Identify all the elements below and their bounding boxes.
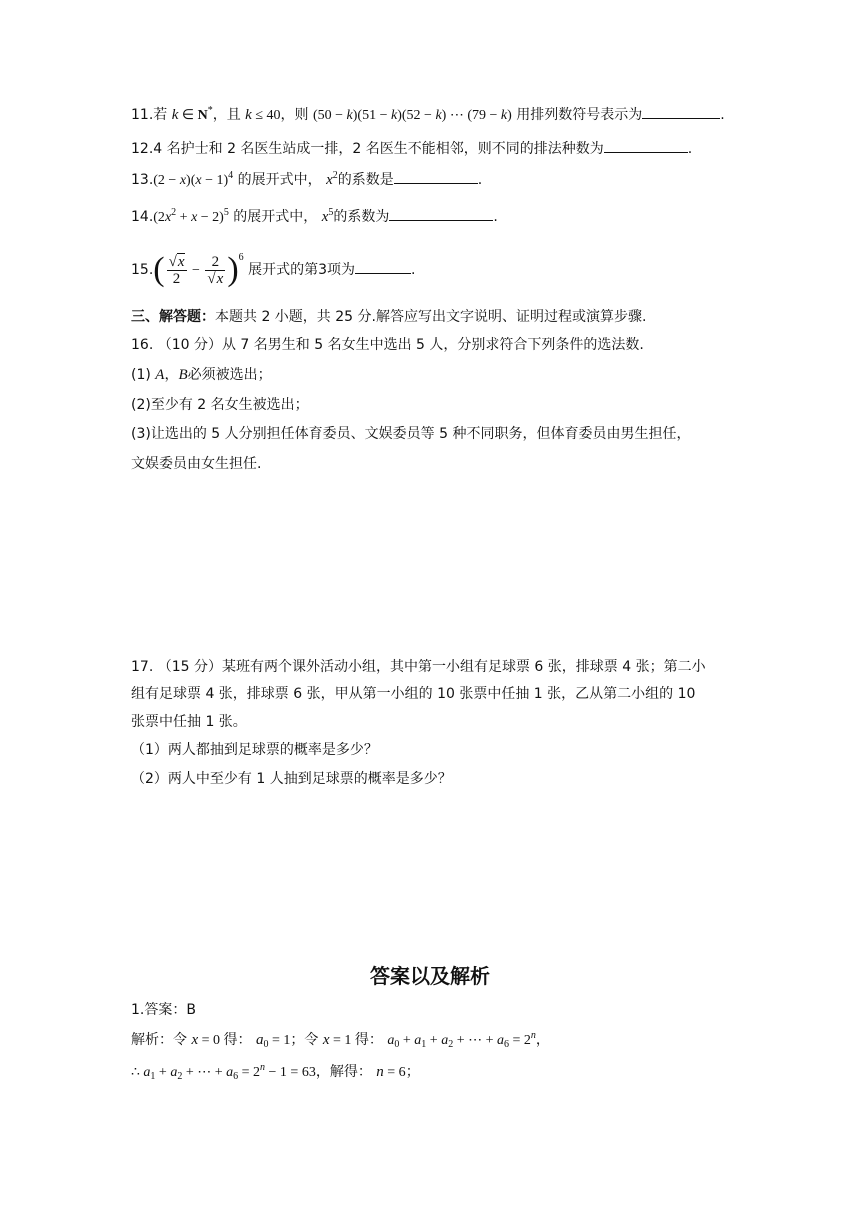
question-17-line-1: 17. （15 分）某班有两个课外活动小组，其中第一小组有足球票 6 张，排球票 4 张；第二小	[131, 659, 706, 675]
answer-blank	[642, 104, 720, 119]
math-product-expression: (50 − k)(51 − k)(52 − k) ⋯ (79 − k)	[312, 108, 512, 123]
solution-line-2: ∴ $a_1 + a_2$ + ⋯ + $a_6 = 2^n - 1 = 63$，解得： n = 6；	[131, 1062, 420, 1082]
math-binomial-expression: $(2 - x)(x - 1)^4$	[153, 170, 234, 188]
question-16-part-3-cont: 文娱委员由女生担任.	[131, 456, 262, 472]
question-16-part-1: (1) A，B必须被选出；	[131, 367, 272, 383]
question-15: 15.( $\frac{√x}{2}$ − $\frac{2}{√x}$ )$^6$ 展开式的第3项为 .	[131, 251, 416, 288]
math-sum-equation: $a_0 + a_1 + a_2$ + ⋯ + $a_6 = 2^n$	[387, 1030, 536, 1050]
section-3-heading: 三、解答题：本题共 2 小题，共 25 分.解答应写出文字说明、证明过程或演算步骤.	[131, 309, 647, 325]
question-11: 11.若 k ∈ N*，且 k ≤ 40，则 (50 − k)(51 − k)(52 − k) ⋯ (79 − k) 用排列数符号表示为 .	[131, 105, 725, 123]
math-therefore-equation: ∴ $a_1 + a_2$ + ⋯ + $a_6 = 2^n - 1 = 63$	[131, 1062, 316, 1082]
question-17-part-2: （2）两人中至少有 1 人抽到足球票的概率是多少？	[131, 771, 452, 787]
question-17-line-3: 张票中任抽 1 张。	[131, 714, 247, 730]
answer-1: 1.答案：B	[131, 1002, 196, 1018]
math-k-in-n: k	[171, 107, 179, 123]
question-13: $13.(2 - x)(x - 1)^4$ 的展开式中， $x^2$的系数是 .	[131, 170, 483, 188]
question-16-part-3: (3)让选出的 5 人分别担任体育委员、文娱委员等 5 种不同职务，但体育委员由男生担任，	[131, 426, 691, 442]
question-16-stem: 16. （10 分）从 7 名男生和 5 名女生中选出 5 人，分别求符合下列条件的选法数.	[131, 337, 644, 353]
answer-blank	[389, 206, 493, 221]
question-16-part-2: (2)至少有 2 名女生被选出；	[131, 397, 309, 413]
fraction-sqrt-x-over-2: $\frac{√x}{2}$	[168, 253, 185, 287]
question-17-part-1: （1）两人都抽到足球票的概率是多少？	[131, 742, 378, 758]
answers-title: 答案以及解析	[370, 964, 490, 988]
question-14: $14.(2x^2 + x - 2)^5$ 的展开式中， $x^5$的系数为 .	[131, 207, 498, 225]
fraction-2-over-sqrt-x: $\frac{2}{√x}$	[207, 253, 224, 287]
math-trinomial-expression: $(2x^2 + x - 2)^5$	[153, 207, 229, 225]
answer-blank	[604, 138, 688, 153]
solution-line-1: 解析：令 x = 0 得： $a_0 = 1$；令 x = 1 得： $a_0 + a_1 + a_2$ + ⋯ + $a_6 = 2^n$，	[131, 1030, 550, 1050]
question-17-line-2: 组有足球票 4 张，排球票 6 张，甲从第一小组的 10 张票中任抽 1 张，乙从第二小组的 10	[131, 686, 696, 702]
answer-blank	[355, 259, 411, 274]
question-12: 12.4 名护士和 2 名医生站成一排，2 名医生不能相邻，则不同的排法种数为 .	[131, 138, 692, 159]
answer-blank	[394, 169, 478, 184]
